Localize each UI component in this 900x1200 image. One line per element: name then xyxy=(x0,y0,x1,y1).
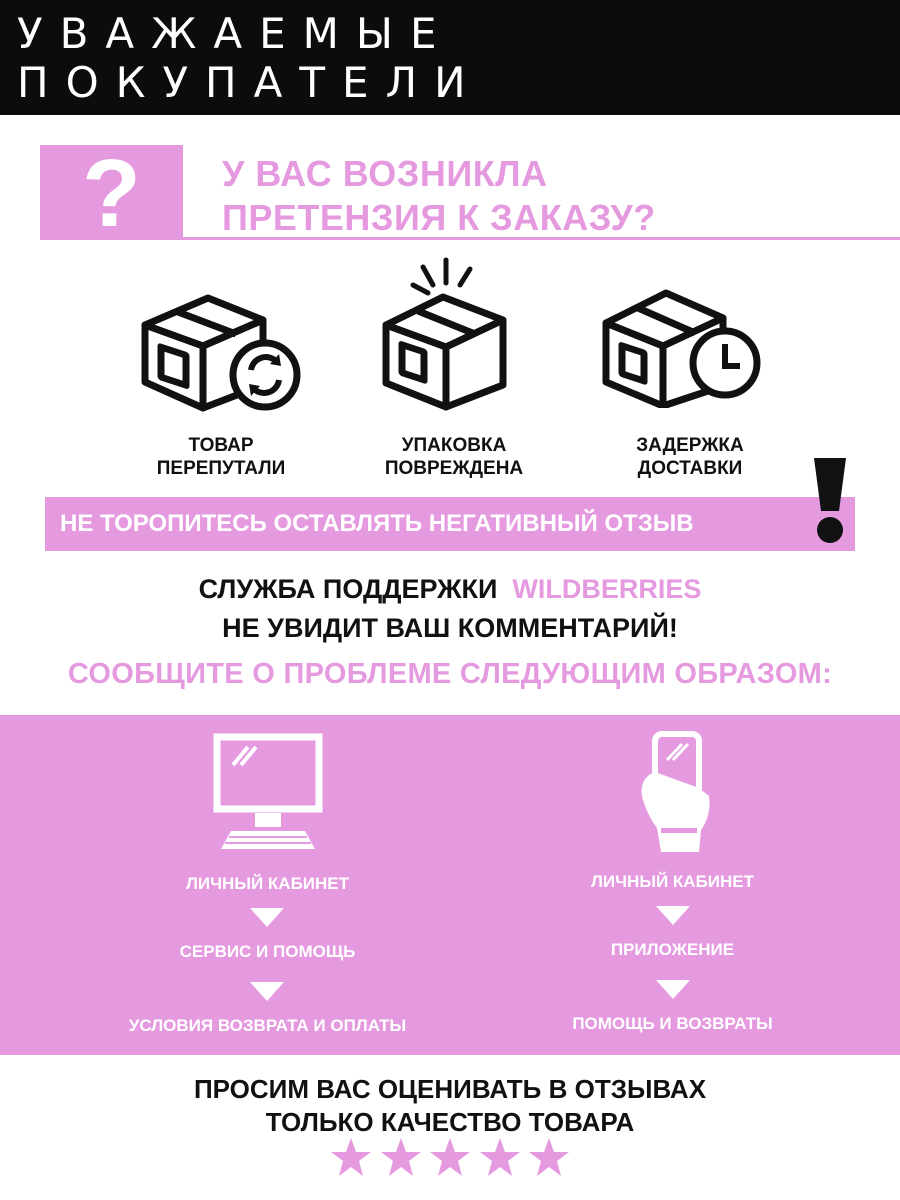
star-icon xyxy=(479,1137,521,1177)
desktop-step-2: СЕРВИС И ПОМОЩЬ xyxy=(179,942,356,961)
star-icon xyxy=(429,1137,471,1177)
question-mark-box xyxy=(40,140,183,247)
arrow-down-icon xyxy=(656,906,690,925)
support-line-1: СЛУЖБА ПОДДЕРЖКИ WILDBERRIES xyxy=(198,574,702,604)
header-title: УВАЖАЕМЫЕ ПОКУПАТЕЛИ xyxy=(17,8,483,107)
header-bar xyxy=(0,0,900,115)
arrow-down-icon xyxy=(656,980,690,999)
box-damaged-icon xyxy=(378,255,513,415)
mobile-step-1: ЛИЧНЫЙ КАБИНЕТ xyxy=(590,872,755,891)
support-line-2: НЕ УВИДИТ ВАШ КОММЕНТАРИЙ! xyxy=(222,613,678,643)
star-icon xyxy=(380,1137,422,1177)
support-notice xyxy=(0,570,900,648)
exclamation-icon xyxy=(800,453,860,548)
brand-name: WILDBERRIES xyxy=(512,574,702,604)
rating-stars xyxy=(330,1137,570,1179)
phone-in-hand-icon xyxy=(637,730,717,855)
warning-text: НЕ ТОРОПИТЕСЬ ОСТАВЛЯТЬ НЕГАТИВНЫЙ ОТЗЫВ xyxy=(60,510,694,537)
footer-line-1: ПРОСИМ ВАС ОЦЕНИВАТЬ В ОТЗЫВАХ xyxy=(193,1074,707,1104)
star-icon xyxy=(330,1137,372,1177)
mobile-step-2: ПРИЛОЖЕНИЕ xyxy=(610,940,735,959)
arrow-down-icon xyxy=(250,982,284,1001)
mobile-step-3: ПОМОЩЬ И ВОЗВРАТЫ xyxy=(572,1014,773,1033)
star-icon xyxy=(528,1137,570,1177)
computer-icon xyxy=(213,733,323,851)
footer-line-2: ТОЛЬКО КАЧЕСТВО ТОВАРА xyxy=(265,1107,635,1137)
report-heading: СООБЩИТЕ О ПРОБЛЕМЕ СЛЕДУЮЩИМ ОБРАЗОМ: xyxy=(67,658,833,690)
question-heading xyxy=(222,152,882,240)
question-line-2: ПРЕТЕНЗИЯ К ЗАКАЗУ? xyxy=(222,197,656,238)
caption-wrong-item: ТОВАР ПЕРЕПУТАЛИ xyxy=(156,435,286,479)
caption-damaged-package: УПАКОВКА ПОВРЕЖДЕНА xyxy=(384,435,524,479)
box-clock-icon xyxy=(598,278,768,408)
question-line-1: У ВАС ВОЗНИКЛА xyxy=(222,153,548,194)
caption-delivery-delay: ЗАДЕРЖКА ДОСТАВКИ xyxy=(636,435,744,479)
arrow-down-icon xyxy=(250,908,284,927)
question-mark-icon: ? xyxy=(82,140,141,247)
footer-note xyxy=(0,1073,900,1139)
desktop-step-1: ЛИЧНЫЙ КАБИНЕТ xyxy=(185,874,350,893)
desktop-step-3: УСЛОВИЯ ВОЗВРАТА И ОПЛАТЫ xyxy=(128,1016,407,1035)
box-exchange-icon xyxy=(133,290,308,415)
